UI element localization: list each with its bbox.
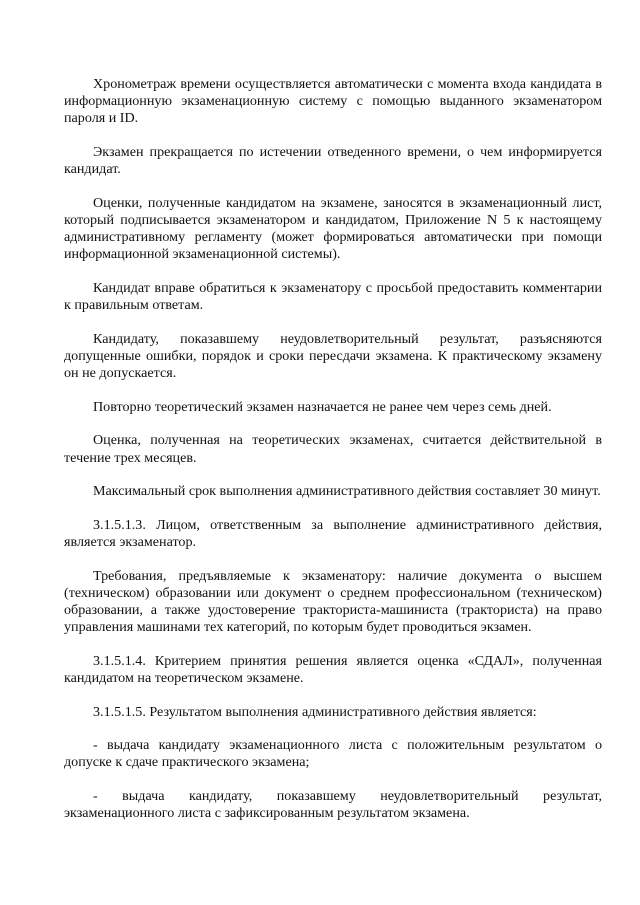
paragraph-grades: Оценки, полученные кандидатом на экзамене, заносятся в экзаменационный лист, который подписывается экзаменатором и кандидатом, Приложение N 5 к настоящему административному регламенту (может формироваться автоматически при помощи информационной экзаменационной системы). [64,194,602,263]
paragraph-failed-result: Кандидату, показавшему неудовлетворительный результат, разъясняются допущенные ошибки, порядок и сроки пересдачи экзамена. К практическому экзамену он не допускается. [64,330,602,382]
paragraph-max-duration: Максимальный срок выполнения административного действия составляет 30 минут. [93,483,601,500]
paragraph-retake: Повторно теоретический экзамен назначается не ранее чем через семь дней. [93,398,552,415]
paragraph-timing: Хронометраж времени осуществляется автоматически с момента входа кандидата в информационную экзаменационную систему с помощью выданного экзаменатором пароля и ID. [64,76,602,127]
paragraph-comments: Кандидат вправе обратиться к экзаменатору с просьбой предоставить комментарии к правильным ответам. [64,280,602,314]
list-item-negative-result: - выдача кандидату, показавшему неудовлетворительный результат, экзаменационного листа с зафиксированным результатом экзамена. [64,787,602,822]
list-item-positive-result: - выдача кандидату экзаменационного листа с положительным результатом о допуске к сдаче практического экзамена; [64,737,602,771]
document-body [64,76,602,839]
paragraph-responsible-person: 3.1.5.1.3. Лицом, ответственным за выполнение административного действия, является экзаменатор. [64,516,602,550]
paragraph-exam-end: Экзамен прекращается по истечении отведенного времени, о чем информируется кандидат. [64,144,602,178]
paragraph-validity: Оценка, полученная на теоретических экзаменах, считается действительной в течение трех месяцев. [64,432,602,466]
paragraph-result-heading: 3.1.5.1.5. Результатом выполнения административного действия является: [93,703,537,720]
paragraph-decision-criterion: 3.1.5.1.4. Критерием принятия решения является оценка «СДАЛ», полученная кандидатом на теоретическом экзамене. [64,652,602,686]
paragraph-examiner-requirements: Требования, предъявляемые к экзаменатору: наличие документа о высшем (техническом) образовании или документ о среднем профессиональном (техническом) образовании, а также удостоверение тракториста-машиниста (тракториста) на право управления машинами тех категорий, по которым будет проводиться экзамен. [64,567,602,636]
